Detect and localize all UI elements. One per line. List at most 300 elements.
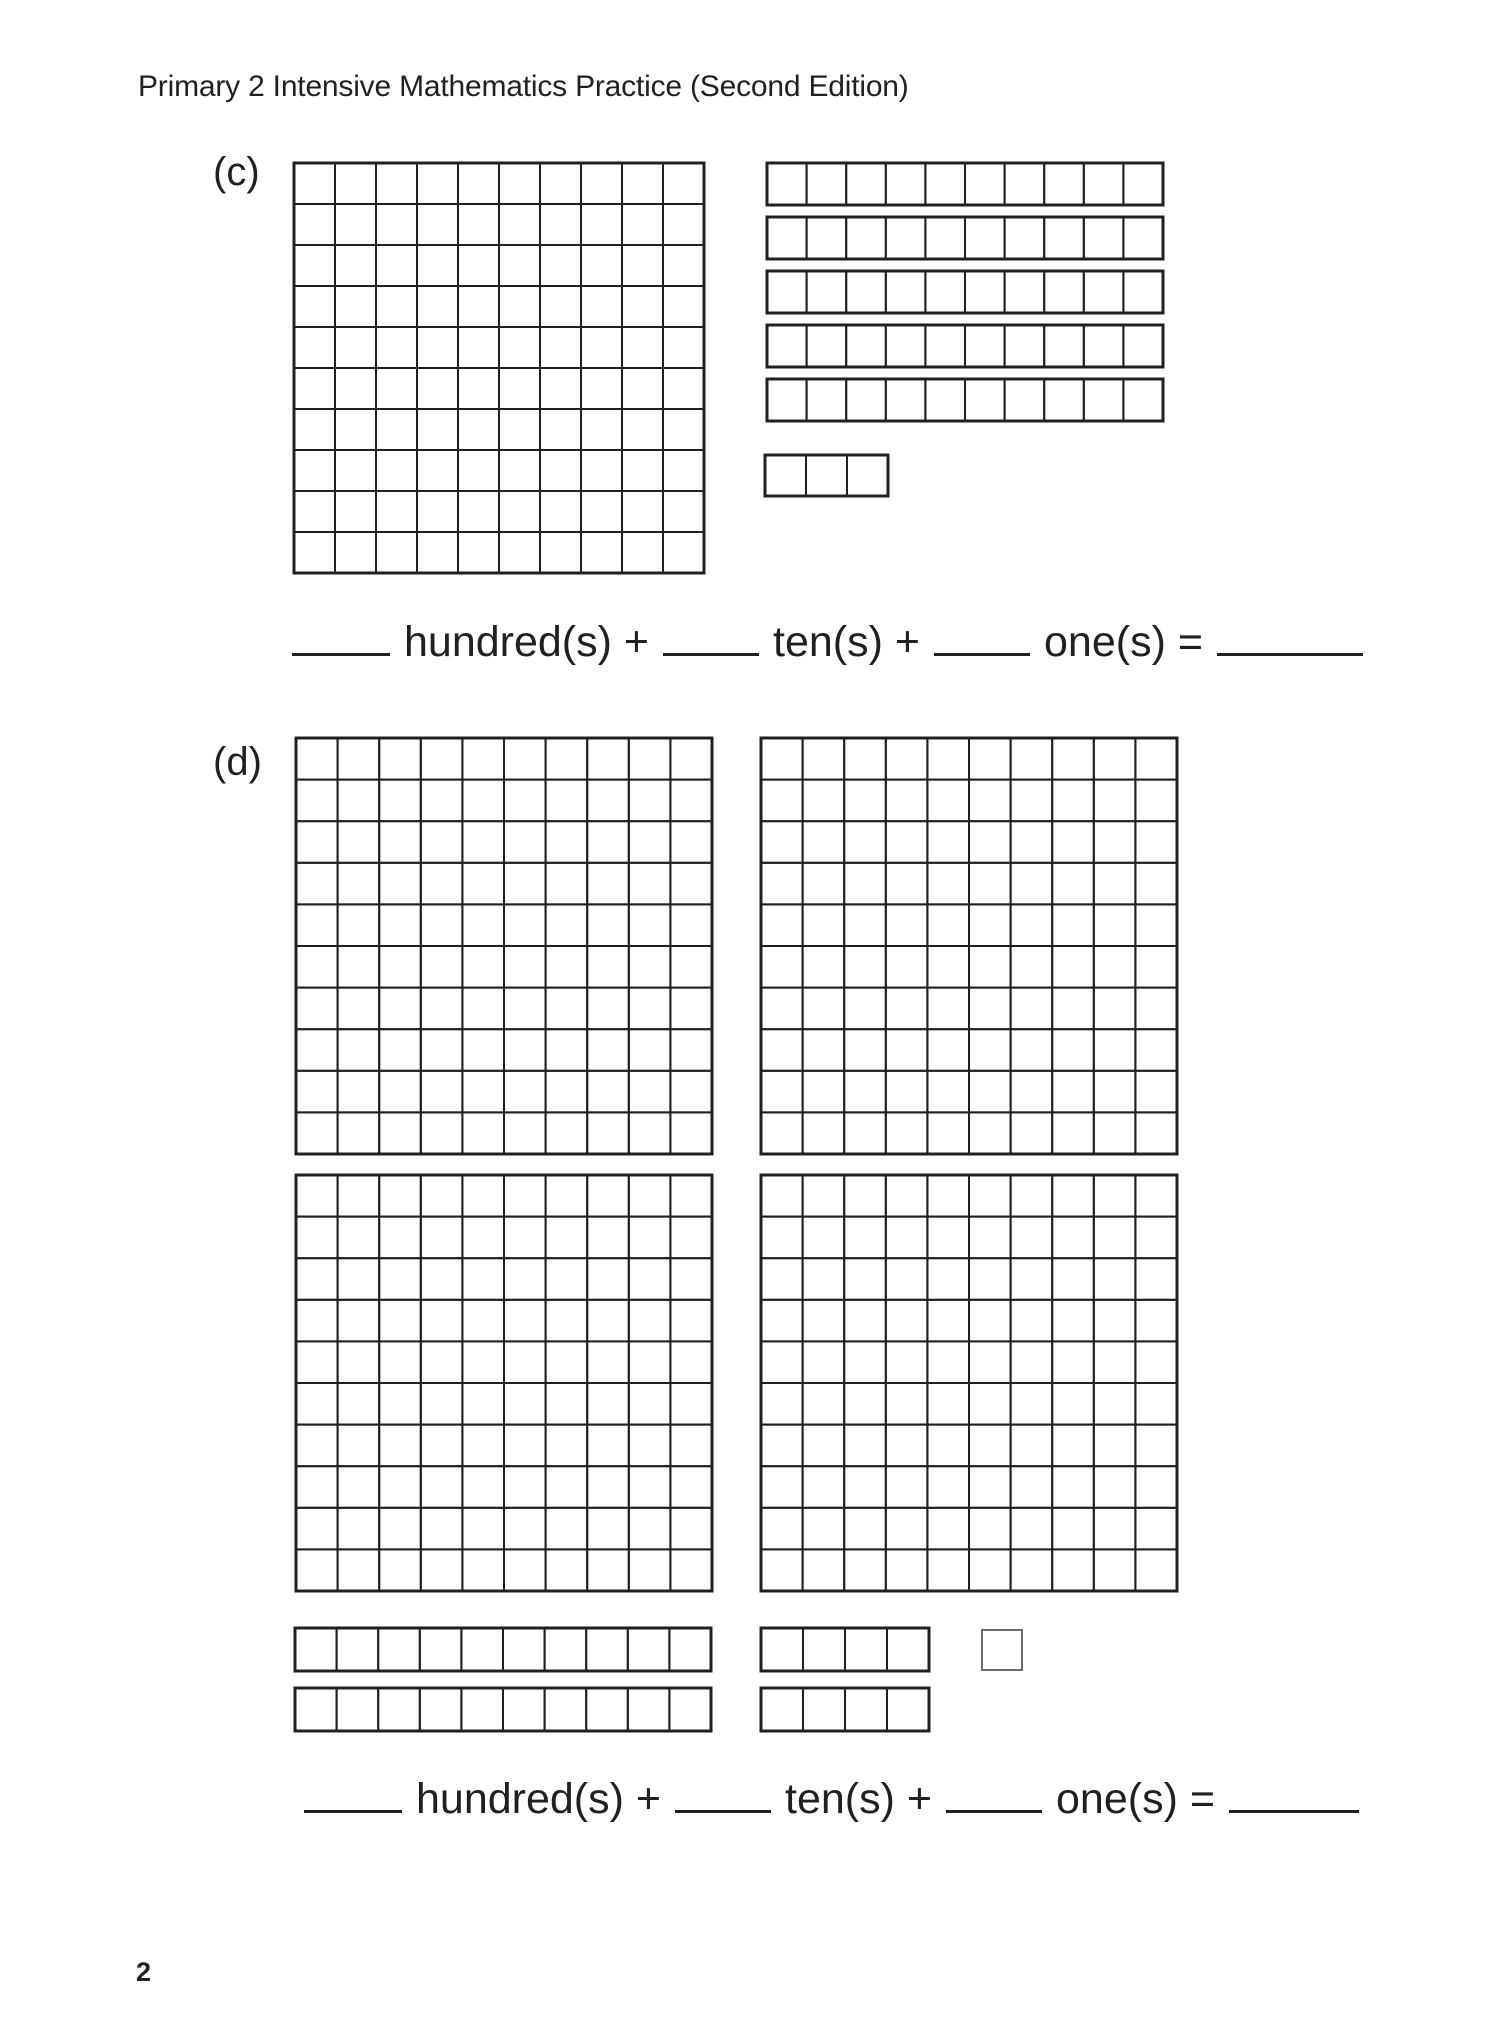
ten-rod-d-cell (503, 1688, 545, 1731)
hundred-block-d-cell (338, 1071, 380, 1113)
hundred-block-d-cell (1011, 1549, 1053, 1591)
ten-rod-c-cell (886, 217, 926, 259)
ten-rod-c-cell (1123, 217, 1163, 259)
hundred-block-d-cell (844, 988, 886, 1030)
hundred-block-d-cell (462, 863, 504, 905)
hundred-block-d-cell (969, 1071, 1011, 1113)
hundred-block-d-cell (296, 821, 338, 863)
hundred-block-d-cell (670, 1341, 712, 1383)
ten-rod-c-cell (965, 217, 1005, 259)
hundred-block-d-cell (462, 1383, 504, 1425)
hundred-block-d-cell (969, 988, 1011, 1030)
ten-rod-d-cell (461, 1628, 503, 1671)
hundred-block-d-cell (1011, 904, 1053, 946)
hundred-block-c-cell (417, 532, 458, 573)
ten-rod-d-cell (337, 1688, 379, 1731)
hundred-block-d-cell (803, 1300, 845, 1342)
hundreds-label-d: hundred(s) + (416, 1775, 662, 1823)
hundred-block-d-cell (969, 1029, 1011, 1071)
hundred-block-d-cell (587, 1300, 629, 1342)
ten-rod-d-cell (378, 1628, 420, 1671)
hundred-block-d-cell (969, 863, 1011, 905)
hundred-block-d-cell (462, 821, 504, 863)
ten-rod-d-cell (378, 1688, 420, 1731)
hundred-block-d-cell (803, 1341, 845, 1383)
hundred-block-d-cell (761, 1508, 803, 1550)
hundred-block-c-cell (581, 368, 622, 409)
hundred-block-d-cell (1052, 904, 1094, 946)
hundred-block-d-cell (927, 1549, 969, 1591)
hundred-block-d-cell (504, 738, 546, 780)
hundred-block-c-cell (458, 327, 499, 368)
hundred-block-d-cell (421, 821, 463, 863)
hundred-block-c-cell (622, 491, 663, 532)
hundred-block-c-cell (663, 204, 704, 245)
hundred-block-c-cell (499, 245, 540, 286)
ones-strip-d (761, 1628, 929, 1671)
hundred-block-d-cell (421, 1112, 463, 1154)
hundred-block-c-cell (499, 327, 540, 368)
hundred-block-d-cell (1135, 1425, 1177, 1467)
hundred-block-d-cell (844, 1508, 886, 1550)
hundred-block-d-cell (296, 863, 338, 905)
hundred-block-d-cell (587, 863, 629, 905)
hundred-block-d-cell (1052, 1508, 1094, 1550)
hundred-block-d-cell (296, 738, 338, 780)
ten-rod-d-cell (669, 1628, 711, 1671)
hundred-block-d-cell (379, 1300, 421, 1342)
hundred-block-d-cell (546, 904, 588, 946)
ten-rod-c-cell (1005, 271, 1045, 313)
hundred-block-d-cell (761, 904, 803, 946)
hundred-block-d-cell (1135, 904, 1177, 946)
hundred-block-d-cell (1135, 1258, 1177, 1300)
hundred-block-d-cell (587, 738, 629, 780)
ten-rod-c-cell (886, 379, 926, 421)
hundred-block-d-cell (670, 1383, 712, 1425)
hundred-block-d-cell (969, 1508, 1011, 1550)
hundred-block-c-cell (663, 327, 704, 368)
ten-rod-c-cell (767, 379, 807, 421)
ten-rod-c-cell (965, 163, 1005, 205)
hundred-block-d-cell (969, 1549, 1011, 1591)
hundred-block-c-cell (376, 368, 417, 409)
ones-strip-d-cell (803, 1688, 845, 1731)
hundred-block-d-cell (379, 1425, 421, 1467)
hundred-block-d-cell (462, 1217, 504, 1259)
hundred-block-d-cell (1011, 1258, 1053, 1300)
hundred-block-d-cell (629, 1466, 671, 1508)
hundred-block-d-cell (462, 988, 504, 1030)
hundred-block-d-cell (886, 1549, 928, 1591)
hundred-block-d-cell (462, 780, 504, 822)
hundred-block-d-cell (927, 1466, 969, 1508)
hundred-block-c-cell (581, 286, 622, 327)
ones-strip-d-cell (887, 1688, 929, 1731)
hundred-block-d-cell (803, 1258, 845, 1300)
hundred-block-c-cell (335, 450, 376, 491)
hundred-block-c-cell (376, 409, 417, 450)
ten-rod-c-cell (1084, 217, 1124, 259)
hundred-block-d-cell (1094, 1258, 1136, 1300)
hundred-block-d-cell (462, 1341, 504, 1383)
ten-rod-c-cell (965, 325, 1005, 367)
hundred-block-c-cell (540, 491, 581, 532)
hundred-block-d-cell (1135, 780, 1177, 822)
hundred-block-d-cell (761, 1300, 803, 1342)
hundred-block-d (761, 738, 1177, 1154)
ten-rod-c-cell (886, 325, 926, 367)
hundred-block-d-cell (587, 1175, 629, 1217)
hundred-block-d-cell (844, 1300, 886, 1342)
hundred-block-d-cell (379, 1508, 421, 1550)
hundred-block-d-cell (379, 946, 421, 988)
hundred-block-d-cell (1011, 1071, 1053, 1113)
hundred-block-d-cell (803, 738, 845, 780)
hundred-block-d-cell (338, 863, 380, 905)
hundred-block-d-cell (587, 1508, 629, 1550)
hundred-block-d-cell (1052, 1112, 1094, 1154)
hundred-block-d-cell (296, 946, 338, 988)
hundred-block-c-cell (376, 286, 417, 327)
hundred-block-d-cell (844, 821, 886, 863)
hundred-block-d-cell (546, 1383, 588, 1425)
hundred-block-d-cell (927, 1112, 969, 1154)
hundred-block-d-cell (761, 1071, 803, 1113)
hundred-block-d-cell (1094, 821, 1136, 863)
ten-rod-c-cell (1123, 325, 1163, 367)
ten-rod-c-cell (807, 325, 847, 367)
hundred-block-d-cell (886, 1466, 928, 1508)
hundred-block-d-cell (546, 1029, 588, 1071)
hundred-block-d-cell (629, 1071, 671, 1113)
ten-rod-c-cell (1044, 379, 1084, 421)
hundred-block-c-cell (335, 327, 376, 368)
hundred-block-d-cell (421, 780, 463, 822)
hundred-block-d-cell (629, 1341, 671, 1383)
hundred-block-d-cell (670, 1258, 712, 1300)
ten-rod-c-cell (846, 217, 886, 259)
ten-rod-c-cell (807, 163, 847, 205)
ten-rod-c (767, 379, 1163, 421)
hundred-block-d-cell (927, 1508, 969, 1550)
hundred-block-d-cell (504, 946, 546, 988)
hundred-block-d-cell (504, 1029, 546, 1071)
hundred-block-d-cell (587, 1549, 629, 1591)
hundred-block-c-cell (376, 327, 417, 368)
hundred-block-d-cell (1052, 863, 1094, 905)
hundred-block-d-cell (1094, 904, 1136, 946)
hundred-block-d-cell (886, 1217, 928, 1259)
hundred-block-c-cell (417, 368, 458, 409)
hundred-block-d-cell (670, 1175, 712, 1217)
hundred-block-d-cell (1011, 988, 1053, 1030)
hundred-block-c-cell (663, 532, 704, 573)
hundred-block-d-cell (886, 863, 928, 905)
hundred-block-d-cell (504, 1071, 546, 1113)
hundred-block-d-cell (761, 738, 803, 780)
ones-strip-c-outline (765, 455, 888, 496)
hundred-block-d-cell (338, 904, 380, 946)
hundred-block-d-cell (421, 1071, 463, 1113)
hundred-block-d-cell (546, 738, 588, 780)
hundred-block-d-cell (379, 1029, 421, 1071)
ten-rod-d-cell (295, 1688, 337, 1731)
ten-rod-d-cell (545, 1628, 587, 1671)
hundred-block-d-cell (546, 1508, 588, 1550)
hundred-block-d-cell (379, 1549, 421, 1591)
hundred-block-d-cell (629, 1175, 671, 1217)
hundred-block-d-cell (587, 946, 629, 988)
ten-rod-c (767, 325, 1163, 367)
hundred-block-d-cell (1011, 1466, 1053, 1508)
hundred-block-d-cell (969, 780, 1011, 822)
ten-rod-c-cell (846, 325, 886, 367)
ten-rod-c-cell (1005, 325, 1045, 367)
hundred-block-c-cell (417, 245, 458, 286)
hundred-block-d-cell (886, 946, 928, 988)
hundred-block-d-cell (927, 1258, 969, 1300)
hundred-block-d-cell (296, 1466, 338, 1508)
hundred-block-d-cell (1011, 1508, 1053, 1550)
hundred-block-c-cell (622, 204, 663, 245)
hundred-block-d-cell (338, 1549, 380, 1591)
hundred-block-c-cell (499, 204, 540, 245)
hundred-block-d-cell (587, 1341, 629, 1383)
hundred-block-c-cell (294, 491, 335, 532)
hundred-block-d-cell (927, 1300, 969, 1342)
hundred-block-d-cell (969, 738, 1011, 780)
hundred-block-c-cell (335, 245, 376, 286)
hundred-block-d-cell (421, 1383, 463, 1425)
hundred-block-d-cell (546, 1549, 588, 1591)
question-d-label: (d) (213, 740, 262, 784)
ones-strip-d-cell (845, 1628, 887, 1671)
hundred-block-d-cell (670, 946, 712, 988)
hundred-block-d-cell (844, 904, 886, 946)
hundred-block-c-cell (499, 286, 540, 327)
hundred-block-d-cell (1094, 988, 1136, 1030)
hundred-block-c-cell (622, 245, 663, 286)
hundred-block-d-cell (670, 1071, 712, 1113)
hundred-block-d-cell (969, 1217, 1011, 1259)
hundred-block-d-cell (338, 1341, 380, 1383)
ones-label-c: one(s) = (1044, 618, 1203, 666)
hundred-block-d-cell (1135, 1112, 1177, 1154)
ten-rod-c-cell (767, 217, 807, 259)
hundred-block-c-cell (417, 204, 458, 245)
hundred-block-d-cell (546, 1300, 588, 1342)
hundred-block-d-cell (1011, 1341, 1053, 1383)
hundred-block-d-cell (1094, 1300, 1136, 1342)
hundred-block-d-cell (670, 1217, 712, 1259)
ones-strip-c (765, 455, 888, 496)
hundred-block-d-cell (1135, 1071, 1177, 1113)
hundred-block-d-cell (421, 1341, 463, 1383)
hundred-block-d-cell (587, 1217, 629, 1259)
hundred-block-d-cell (886, 1341, 928, 1383)
hundred-block-d-cell (1094, 1071, 1136, 1113)
hundred-block-d-cell (587, 1258, 629, 1300)
hundred-block-d-cell (504, 904, 546, 946)
hundred-block-d-cell (803, 1549, 845, 1591)
hundred-block-d-cell (803, 1217, 845, 1259)
hundred-block-d-cell (670, 1466, 712, 1508)
ten-rod-c-cell (1005, 379, 1045, 421)
hundred-block-d-cell (587, 1029, 629, 1071)
ten-rod-d-cell (295, 1628, 337, 1671)
hundred-block-d-cell (886, 738, 928, 780)
hundred-block-d-cell (338, 1425, 380, 1467)
hundred-block-c-cell (376, 532, 417, 573)
hundred-block-d-cell (844, 1071, 886, 1113)
hundred-block-d-cell (844, 738, 886, 780)
hundred-block-d-cell (1094, 1466, 1136, 1508)
page-header: Primary 2 Intensive Mathematics Practice (Second Edition) (138, 70, 909, 103)
hundred-block-d-cell (338, 1029, 380, 1071)
hundred-block-d-cell (1094, 1383, 1136, 1425)
hundred-block-c-cell (335, 204, 376, 245)
hundred-block-c-cell (663, 286, 704, 327)
hundred-block-d-cell (927, 1029, 969, 1071)
hundred-block-d-cell (1011, 863, 1053, 905)
hundred-block-d-cell (546, 1217, 588, 1259)
hundred-block-d-cell (338, 1300, 380, 1342)
hundred-block-d-cell (338, 1217, 380, 1259)
hundred-block-d-cell (1094, 1217, 1136, 1259)
hundred-block-d-cell (296, 988, 338, 1030)
hundred-block-d-cell (670, 738, 712, 780)
hundred-block-c-cell (663, 368, 704, 409)
hundred-block-d-cell (587, 780, 629, 822)
hundred-block-d-cell (546, 821, 588, 863)
ten-rod-d-cell (420, 1688, 462, 1731)
hundred-block-d-cell (927, 821, 969, 863)
hundred-block-d-cell (1052, 1029, 1094, 1071)
hundred-block-d-cell (504, 863, 546, 905)
hundred-block-d-cell (338, 1383, 380, 1425)
hundred-block-d-cell (844, 1549, 886, 1591)
hundred-block-d-cell (587, 904, 629, 946)
hundred-block-d-cell (296, 1383, 338, 1425)
hundred-block-d-cell (1052, 1341, 1094, 1383)
hundred-block-c-cell (581, 491, 622, 532)
hundred-block-d-cell (1052, 821, 1094, 863)
hundred-block-d-cell (546, 780, 588, 822)
hundred-block-d-cell (803, 1112, 845, 1154)
hundred-block-d-cell (379, 1175, 421, 1217)
hundred-block-d-cell (1135, 1549, 1177, 1591)
hundred-block-d-cell (546, 946, 588, 988)
hundred-block-d-cell (1135, 1508, 1177, 1550)
hundred-block-d-cell (546, 1071, 588, 1113)
ten-rod-c-cell (1005, 217, 1045, 259)
ten-rod-c-cell (807, 271, 847, 313)
hundred-block-c-cell (622, 532, 663, 573)
ten-rod-c (767, 271, 1163, 313)
hundred-block-d-cell (629, 780, 671, 822)
hundred-block-d-cell (546, 1425, 588, 1467)
hundred-block-d-cell (761, 1258, 803, 1300)
hundred-block-d-cell (421, 1425, 463, 1467)
hundred-block-c-cell (581, 204, 622, 245)
hundred-block-d-cell (462, 1071, 504, 1113)
hundred-block-d-cell (670, 988, 712, 1030)
hundred-block-c-cell (376, 204, 417, 245)
ten-rod-d (295, 1628, 711, 1671)
hundred-block-d-cell (504, 1466, 546, 1508)
hundred-block-d-cell (1094, 1425, 1136, 1467)
ten-rod-c-cell (1084, 271, 1124, 313)
hundred-block-d-cell (587, 1466, 629, 1508)
hundred-block-d-cell (1011, 1300, 1053, 1342)
hundred-block-d-cell (886, 1383, 928, 1425)
ten-rod-c-cell (1044, 163, 1084, 205)
hundred-block-d-cell (1135, 1383, 1177, 1425)
hundred-block-c-cell (540, 327, 581, 368)
ten-rod-c-cell (767, 271, 807, 313)
hundred-block-c-cell (540, 163, 581, 204)
hundred-block-d-cell (761, 1341, 803, 1383)
ten-rod-c-cell (846, 379, 886, 421)
hundred-block-d-cell (803, 904, 845, 946)
hundred-block-d-cell (927, 1175, 969, 1217)
hundred-block-d-cell (886, 1508, 928, 1550)
hundred-block-c-cell (622, 409, 663, 450)
hundred-block-d-cell (803, 821, 845, 863)
hundred-block-d-cell (462, 946, 504, 988)
hundred-block-d-cell (1135, 863, 1177, 905)
hundred-block-d-cell (927, 1217, 969, 1259)
hundred-block-d-cell (379, 1217, 421, 1259)
ten-rod-c-cell (846, 163, 886, 205)
hundred-block-d-cell (1094, 946, 1136, 988)
hundred-block-d-cell (927, 904, 969, 946)
hundred-block-d-cell (844, 1341, 886, 1383)
hundred-block-c-cell (294, 286, 335, 327)
hundred-block-d-cell (1052, 1217, 1094, 1259)
ten-rod-d-cell (461, 1688, 503, 1731)
hundred-block-d-cell (338, 1508, 380, 1550)
hundred-block-d-cell (969, 904, 1011, 946)
ones-strip-c-cell (765, 455, 806, 496)
ten-rod-c-cell (846, 271, 886, 313)
tens-label-d: ten(s) + (785, 1775, 932, 1823)
hundred-block-d-cell (504, 1258, 546, 1300)
hundred-block-d-cell (504, 1425, 546, 1467)
hundred-block-d-cell (844, 1466, 886, 1508)
hundred-block-d-cell (761, 1466, 803, 1508)
hundred-block-d-cell (379, 1071, 421, 1113)
hundred-block-d-cell (379, 1383, 421, 1425)
hundred-block-d-cell (504, 1508, 546, 1550)
ones-strip-d (761, 1688, 929, 1731)
hundred-block-c-cell (294, 368, 335, 409)
ten-rod-c-cell (807, 217, 847, 259)
hundred-block-d-cell (969, 1341, 1011, 1383)
hundred-block-d-cell (803, 780, 845, 822)
hundred-block-d-cell (1094, 738, 1136, 780)
tens-label-c: ten(s) + (773, 618, 920, 666)
hundred-block-d-cell (338, 1112, 380, 1154)
hundred-block-d-cell (803, 1175, 845, 1217)
hundred-block-d-cell (379, 1341, 421, 1383)
hundred-block-c-cell (499, 491, 540, 532)
hundred-block-d-cell (546, 1175, 588, 1217)
hundred-block-d-cell (462, 1175, 504, 1217)
hundreds-label-c: hundred(s) + (404, 618, 650, 666)
hundred-block-d-cell (629, 1425, 671, 1467)
